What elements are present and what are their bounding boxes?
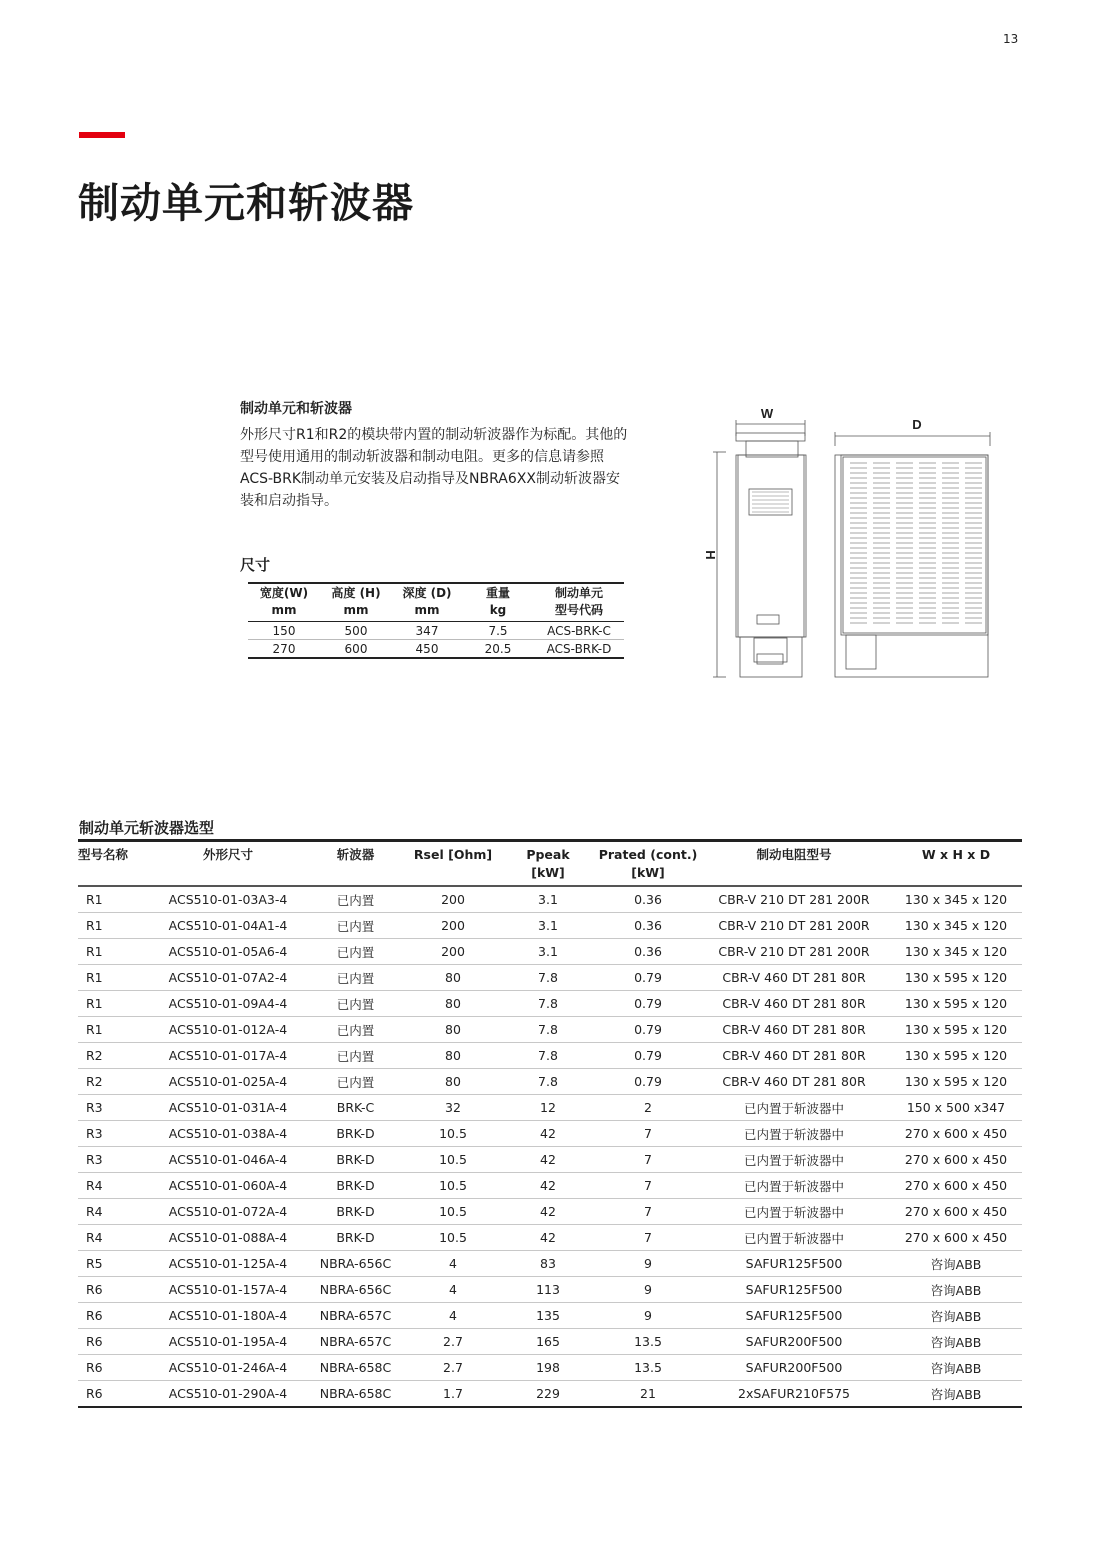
table-cell: 270 x 600 x 450	[890, 1121, 1022, 1147]
table-row	[78, 1277, 1022, 1303]
table-cell: ACS510-01-07A2-4	[153, 965, 303, 991]
table-cell: 198	[498, 1355, 598, 1381]
table-cell: 已内置	[303, 991, 408, 1017]
table-row	[78, 1017, 1022, 1043]
dimensions-cell: 150	[248, 622, 320, 640]
table-cell: 7.8	[498, 1069, 598, 1095]
table-cell: CBR-V 210 DT 281 200R	[698, 939, 890, 965]
table-cell: CBR-V 460 DT 281 80R	[698, 1043, 890, 1069]
selection-header-cell: 外形尺寸	[153, 841, 303, 887]
table-cell: 已内置	[303, 1043, 408, 1069]
table-cell: R6	[78, 1381, 153, 1408]
accent-bar	[79, 132, 125, 138]
table-cell: 0.79	[598, 1017, 698, 1043]
table-cell: ACS510-01-246A-4	[153, 1355, 303, 1381]
table-row	[78, 965, 1022, 991]
table-cell: 83	[498, 1251, 598, 1277]
table-cell: 135	[498, 1303, 598, 1329]
table-cell: 3.1	[498, 913, 598, 939]
dimensions-header-cell: 宽度(W) mm	[248, 583, 320, 622]
table-cell: R6	[78, 1277, 153, 1303]
table-cell: CBR-V 210 DT 281 200R	[698, 886, 890, 913]
table-cell: R6	[78, 1355, 153, 1381]
table-cell: R4	[78, 1225, 153, 1251]
dimensions-row	[248, 640, 624, 659]
table-cell: 3.1	[498, 939, 598, 965]
table-cell: 270 x 600 x 450	[890, 1199, 1022, 1225]
table-cell: R1	[78, 965, 153, 991]
dimensions-cell: 500	[320, 622, 392, 640]
table-cell: SAFUR200F500	[698, 1355, 890, 1381]
table-cell: SAFUR125F500	[698, 1251, 890, 1277]
dimensions-header-cell: 高度 (H) mm	[320, 583, 392, 622]
table-cell: 咨询ABB	[890, 1251, 1022, 1277]
table-cell: 1.7	[408, 1381, 498, 1408]
table-cell: 42	[498, 1147, 598, 1173]
selection-header-cell: Prated (cont.) [kW]	[598, 841, 698, 887]
table-cell: 4	[408, 1303, 498, 1329]
selection-header-cell: 斩波器	[303, 841, 408, 887]
table-cell: 270 x 600 x 450	[890, 1173, 1022, 1199]
table-cell: 80	[408, 1043, 498, 1069]
table-cell: SAFUR125F500	[698, 1277, 890, 1303]
table-cell: 130 x 345 x 120	[890, 913, 1022, 939]
table-cell: R1	[78, 939, 153, 965]
table-cell: ACS510-01-060A-4	[153, 1173, 303, 1199]
table-cell: 80	[408, 991, 498, 1017]
table-cell: R4	[78, 1199, 153, 1225]
dimensions-cell: 270	[248, 640, 320, 659]
dimensions-cell: 600	[320, 640, 392, 659]
table-cell: 已内置	[303, 939, 408, 965]
table-cell: CBR-V 460 DT 281 80R	[698, 1069, 890, 1095]
table-cell: 2	[598, 1095, 698, 1121]
table-row	[78, 1251, 1022, 1277]
dimensions-heading: 尺寸	[240, 556, 271, 574]
dimensions-cell: ACS-BRK-D	[534, 640, 624, 659]
table-cell: 已内置	[303, 913, 408, 939]
selection-header-cell: 型号名称	[78, 841, 153, 887]
table-cell: 已内置	[303, 886, 408, 913]
table-cell: NBRA-656C	[303, 1251, 408, 1277]
table-cell: 42	[498, 1121, 598, 1147]
table-cell: 130 x 345 x 120	[890, 886, 1022, 913]
table-cell: 已内置	[303, 1069, 408, 1095]
table-cell: ACS510-01-04A1-4	[153, 913, 303, 939]
table-cell: 咨询ABB	[890, 1277, 1022, 1303]
table-cell: 130 x 595 x 120	[890, 1069, 1022, 1095]
table-cell: 270 x 600 x 450	[890, 1147, 1022, 1173]
selection-header-cell: W x H x D	[890, 841, 1022, 887]
table-cell: BRK-D	[303, 1199, 408, 1225]
table-cell: 130 x 595 x 120	[890, 1043, 1022, 1069]
table-cell: 13.5	[598, 1355, 698, 1381]
table-row	[78, 1043, 1022, 1069]
table-cell: R4	[78, 1173, 153, 1199]
selection-header-cell: Rsel [Ohm]	[408, 841, 498, 887]
table-cell: 165	[498, 1329, 598, 1355]
table-cell: 80	[408, 1017, 498, 1043]
table-cell: 2.7	[408, 1329, 498, 1355]
table-cell: ACS510-01-125A-4	[153, 1251, 303, 1277]
table-cell: 4	[408, 1277, 498, 1303]
selection-header-cell: Ppeak [kW]	[498, 841, 598, 887]
table-cell: NBRA-656C	[303, 1277, 408, 1303]
table-cell: R2	[78, 1043, 153, 1069]
table-cell: 0.36	[598, 886, 698, 913]
table-cell: R3	[78, 1095, 153, 1121]
table-row	[78, 913, 1022, 939]
table-cell: 12	[498, 1095, 598, 1121]
dimensions-row	[248, 622, 624, 640]
table-cell: 2xSAFUR210F575	[698, 1381, 890, 1408]
table-cell: 42	[498, 1225, 598, 1251]
table-cell: ACS510-01-290A-4	[153, 1381, 303, 1408]
table-cell: 已内置于斩波器中	[698, 1173, 890, 1199]
table-cell: ACS510-01-09A4-4	[153, 991, 303, 1017]
table-cell: 0.79	[598, 991, 698, 1017]
table-row	[78, 991, 1022, 1017]
table-cell: NBRA-657C	[303, 1303, 408, 1329]
table-cell: CBR-V 460 DT 281 80R	[698, 1017, 890, 1043]
table-cell: 80	[408, 1069, 498, 1095]
table-cell: ACS510-01-046A-4	[153, 1147, 303, 1173]
table-cell: 200	[408, 939, 498, 965]
table-cell: 2.7	[408, 1355, 498, 1381]
dimensions-cell: 20.5	[462, 640, 534, 659]
page-title: 制动单元和斩波器	[78, 179, 414, 227]
table-cell: 7	[598, 1147, 698, 1173]
table-cell: 9	[598, 1277, 698, 1303]
table-cell: BRK-D	[303, 1121, 408, 1147]
table-cell: 已内置于斩波器中	[698, 1225, 890, 1251]
table-cell: R2	[78, 1069, 153, 1095]
table-cell: 咨询ABB	[890, 1381, 1022, 1408]
table-cell: NBRA-658C	[303, 1355, 408, 1381]
table-cell: 4	[408, 1251, 498, 1277]
table-row	[78, 1355, 1022, 1381]
table-cell: 7	[598, 1199, 698, 1225]
drawing-label-h: H	[703, 550, 718, 560]
table-row	[78, 1121, 1022, 1147]
table-cell: ACS510-01-05A6-4	[153, 939, 303, 965]
table-cell: 229	[498, 1381, 598, 1408]
table-cell: 80	[408, 965, 498, 991]
table-cell: 9	[598, 1303, 698, 1329]
dimensions-header-cell: 制动单元 型号代码	[534, 583, 624, 622]
table-cell: CBR-V 210 DT 281 200R	[698, 913, 890, 939]
table-cell: 0.79	[598, 965, 698, 991]
table-cell: R1	[78, 991, 153, 1017]
table-cell: 130 x 595 x 120	[890, 965, 1022, 991]
table-row	[78, 1095, 1022, 1121]
table-cell: ACS510-01-012A-4	[153, 1017, 303, 1043]
table-cell: 0.36	[598, 913, 698, 939]
table-cell: 10.5	[408, 1147, 498, 1173]
intro-section	[240, 398, 630, 512]
table-cell: ACS510-01-195A-4	[153, 1329, 303, 1355]
table-row	[78, 1199, 1022, 1225]
table-cell: 9	[598, 1251, 698, 1277]
table-cell: 10.5	[408, 1173, 498, 1199]
table-cell: 7	[598, 1173, 698, 1199]
table-cell: 7.8	[498, 1017, 598, 1043]
intro-heading: 制动单元和斩波器	[240, 401, 352, 417]
table-cell: 3.1	[498, 886, 598, 913]
table-cell: ACS510-01-017A-4	[153, 1043, 303, 1069]
table-cell: 已内置于斩波器中	[698, 1095, 890, 1121]
table-cell: 130 x 345 x 120	[890, 939, 1022, 965]
table-row	[78, 886, 1022, 913]
dimensions-table	[248, 582, 624, 659]
table-cell: BRK-D	[303, 1147, 408, 1173]
table-cell: 已内置	[303, 965, 408, 991]
table-cell: ACS510-01-038A-4	[153, 1121, 303, 1147]
dimensions-cell: 7.5	[462, 622, 534, 640]
table-cell: ACS510-01-180A-4	[153, 1303, 303, 1329]
table-cell: CBR-V 460 DT 281 80R	[698, 965, 890, 991]
intro-body: 外形尺寸R1和R2的模块带内置的制动斩波器作为标配。其他的型号使用通用的制动斩波器和制动电阻。更多的信息请参照ACS-BRK制动单元安装及启动指导及NBRA6XX制动斩波器安装和启动指导。	[240, 427, 628, 509]
table-cell: 200	[408, 913, 498, 939]
table-cell: NBRA-657C	[303, 1329, 408, 1355]
table-cell: BRK-D	[303, 1173, 408, 1199]
table-cell: 咨询ABB	[890, 1329, 1022, 1355]
table-cell: 已内置于斩波器中	[698, 1199, 890, 1225]
table-row	[78, 1147, 1022, 1173]
dimensions-cell: ACS-BRK-C	[534, 622, 624, 640]
table-row	[78, 1225, 1022, 1251]
table-row	[78, 1173, 1022, 1199]
dimensions-cell: 347	[392, 622, 462, 640]
table-cell: ACS510-01-072A-4	[153, 1199, 303, 1225]
table-cell: R1	[78, 1017, 153, 1043]
table-row	[78, 939, 1022, 965]
drawing-label-w: W	[760, 406, 774, 421]
table-row	[78, 1069, 1022, 1095]
dimensions-header-cell: 重量 kg	[462, 583, 534, 622]
table-cell: 7.8	[498, 1043, 598, 1069]
table-cell: SAFUR125F500	[698, 1303, 890, 1329]
table-cell: 200	[408, 886, 498, 913]
table-cell: 7	[598, 1121, 698, 1147]
table-cell: 已内置于斩波器中	[698, 1121, 890, 1147]
table-cell: 32	[408, 1095, 498, 1121]
table-cell: 42	[498, 1199, 598, 1225]
selection-header-row	[78, 841, 1022, 887]
table-cell: 270 x 600 x 450	[890, 1225, 1022, 1251]
table-cell: 7	[598, 1225, 698, 1251]
selection-table	[78, 839, 1022, 1408]
table-cell: ACS510-01-157A-4	[153, 1277, 303, 1303]
dimensions-header-row	[248, 583, 624, 622]
table-cell: R6	[78, 1303, 153, 1329]
table-cell: 42	[498, 1173, 598, 1199]
table-cell: R1	[78, 913, 153, 939]
table-cell: 130 x 595 x 120	[890, 991, 1022, 1017]
table-cell: 7.8	[498, 965, 598, 991]
table-cell: R3	[78, 1147, 153, 1173]
table-cell: 150 x 500 x347	[890, 1095, 1022, 1121]
table-cell: 10.5	[408, 1199, 498, 1225]
table-cell: 已内置	[303, 1017, 408, 1043]
table-cell: 0.79	[598, 1043, 698, 1069]
table-cell: BRK-C	[303, 1095, 408, 1121]
table-cell: 7.8	[498, 991, 598, 1017]
table-cell: 咨询ABB	[890, 1303, 1022, 1329]
dimensions-cell: 450	[392, 640, 462, 659]
table-cell: 已内置于斩波器中	[698, 1147, 890, 1173]
table-cell: 0.36	[598, 939, 698, 965]
selection-header-cell: 制动电阻型号	[698, 841, 890, 887]
table-cell: 130 x 595 x 120	[890, 1017, 1022, 1043]
table-cell: NBRA-658C	[303, 1381, 408, 1408]
table-cell: ACS510-01-025A-4	[153, 1069, 303, 1095]
table-cell: 113	[498, 1277, 598, 1303]
dimensions-header-cell: 深度 (D) mm	[392, 583, 462, 622]
table-cell: 10.5	[408, 1225, 498, 1251]
table-row	[78, 1329, 1022, 1355]
table-cell: R3	[78, 1121, 153, 1147]
table-cell: ACS510-01-031A-4	[153, 1095, 303, 1121]
table-cell: 咨询ABB	[890, 1355, 1022, 1381]
selection-heading: 制动单元斩波器选型	[79, 819, 215, 837]
table-row	[78, 1381, 1022, 1408]
table-cell: CBR-V 460 DT 281 80R	[698, 991, 890, 1017]
table-cell: R6	[78, 1329, 153, 1355]
table-cell: 10.5	[408, 1121, 498, 1147]
table-cell: R1	[78, 886, 153, 913]
table-cell: R5	[78, 1251, 153, 1277]
table-cell: ACS510-01-088A-4	[153, 1225, 303, 1251]
table-cell: BRK-D	[303, 1225, 408, 1251]
table-cell: SAFUR200F500	[698, 1329, 890, 1355]
table-cell: 21	[598, 1381, 698, 1408]
table-cell: 13.5	[598, 1329, 698, 1355]
table-row	[78, 1303, 1022, 1329]
table-cell: ACS510-01-03A3-4	[153, 886, 303, 913]
page-number: 13	[1003, 32, 1019, 46]
chopper-dimension-drawing	[694, 400, 1004, 685]
table-cell: 0.79	[598, 1069, 698, 1095]
drawing-label-d: D	[912, 417, 922, 432]
